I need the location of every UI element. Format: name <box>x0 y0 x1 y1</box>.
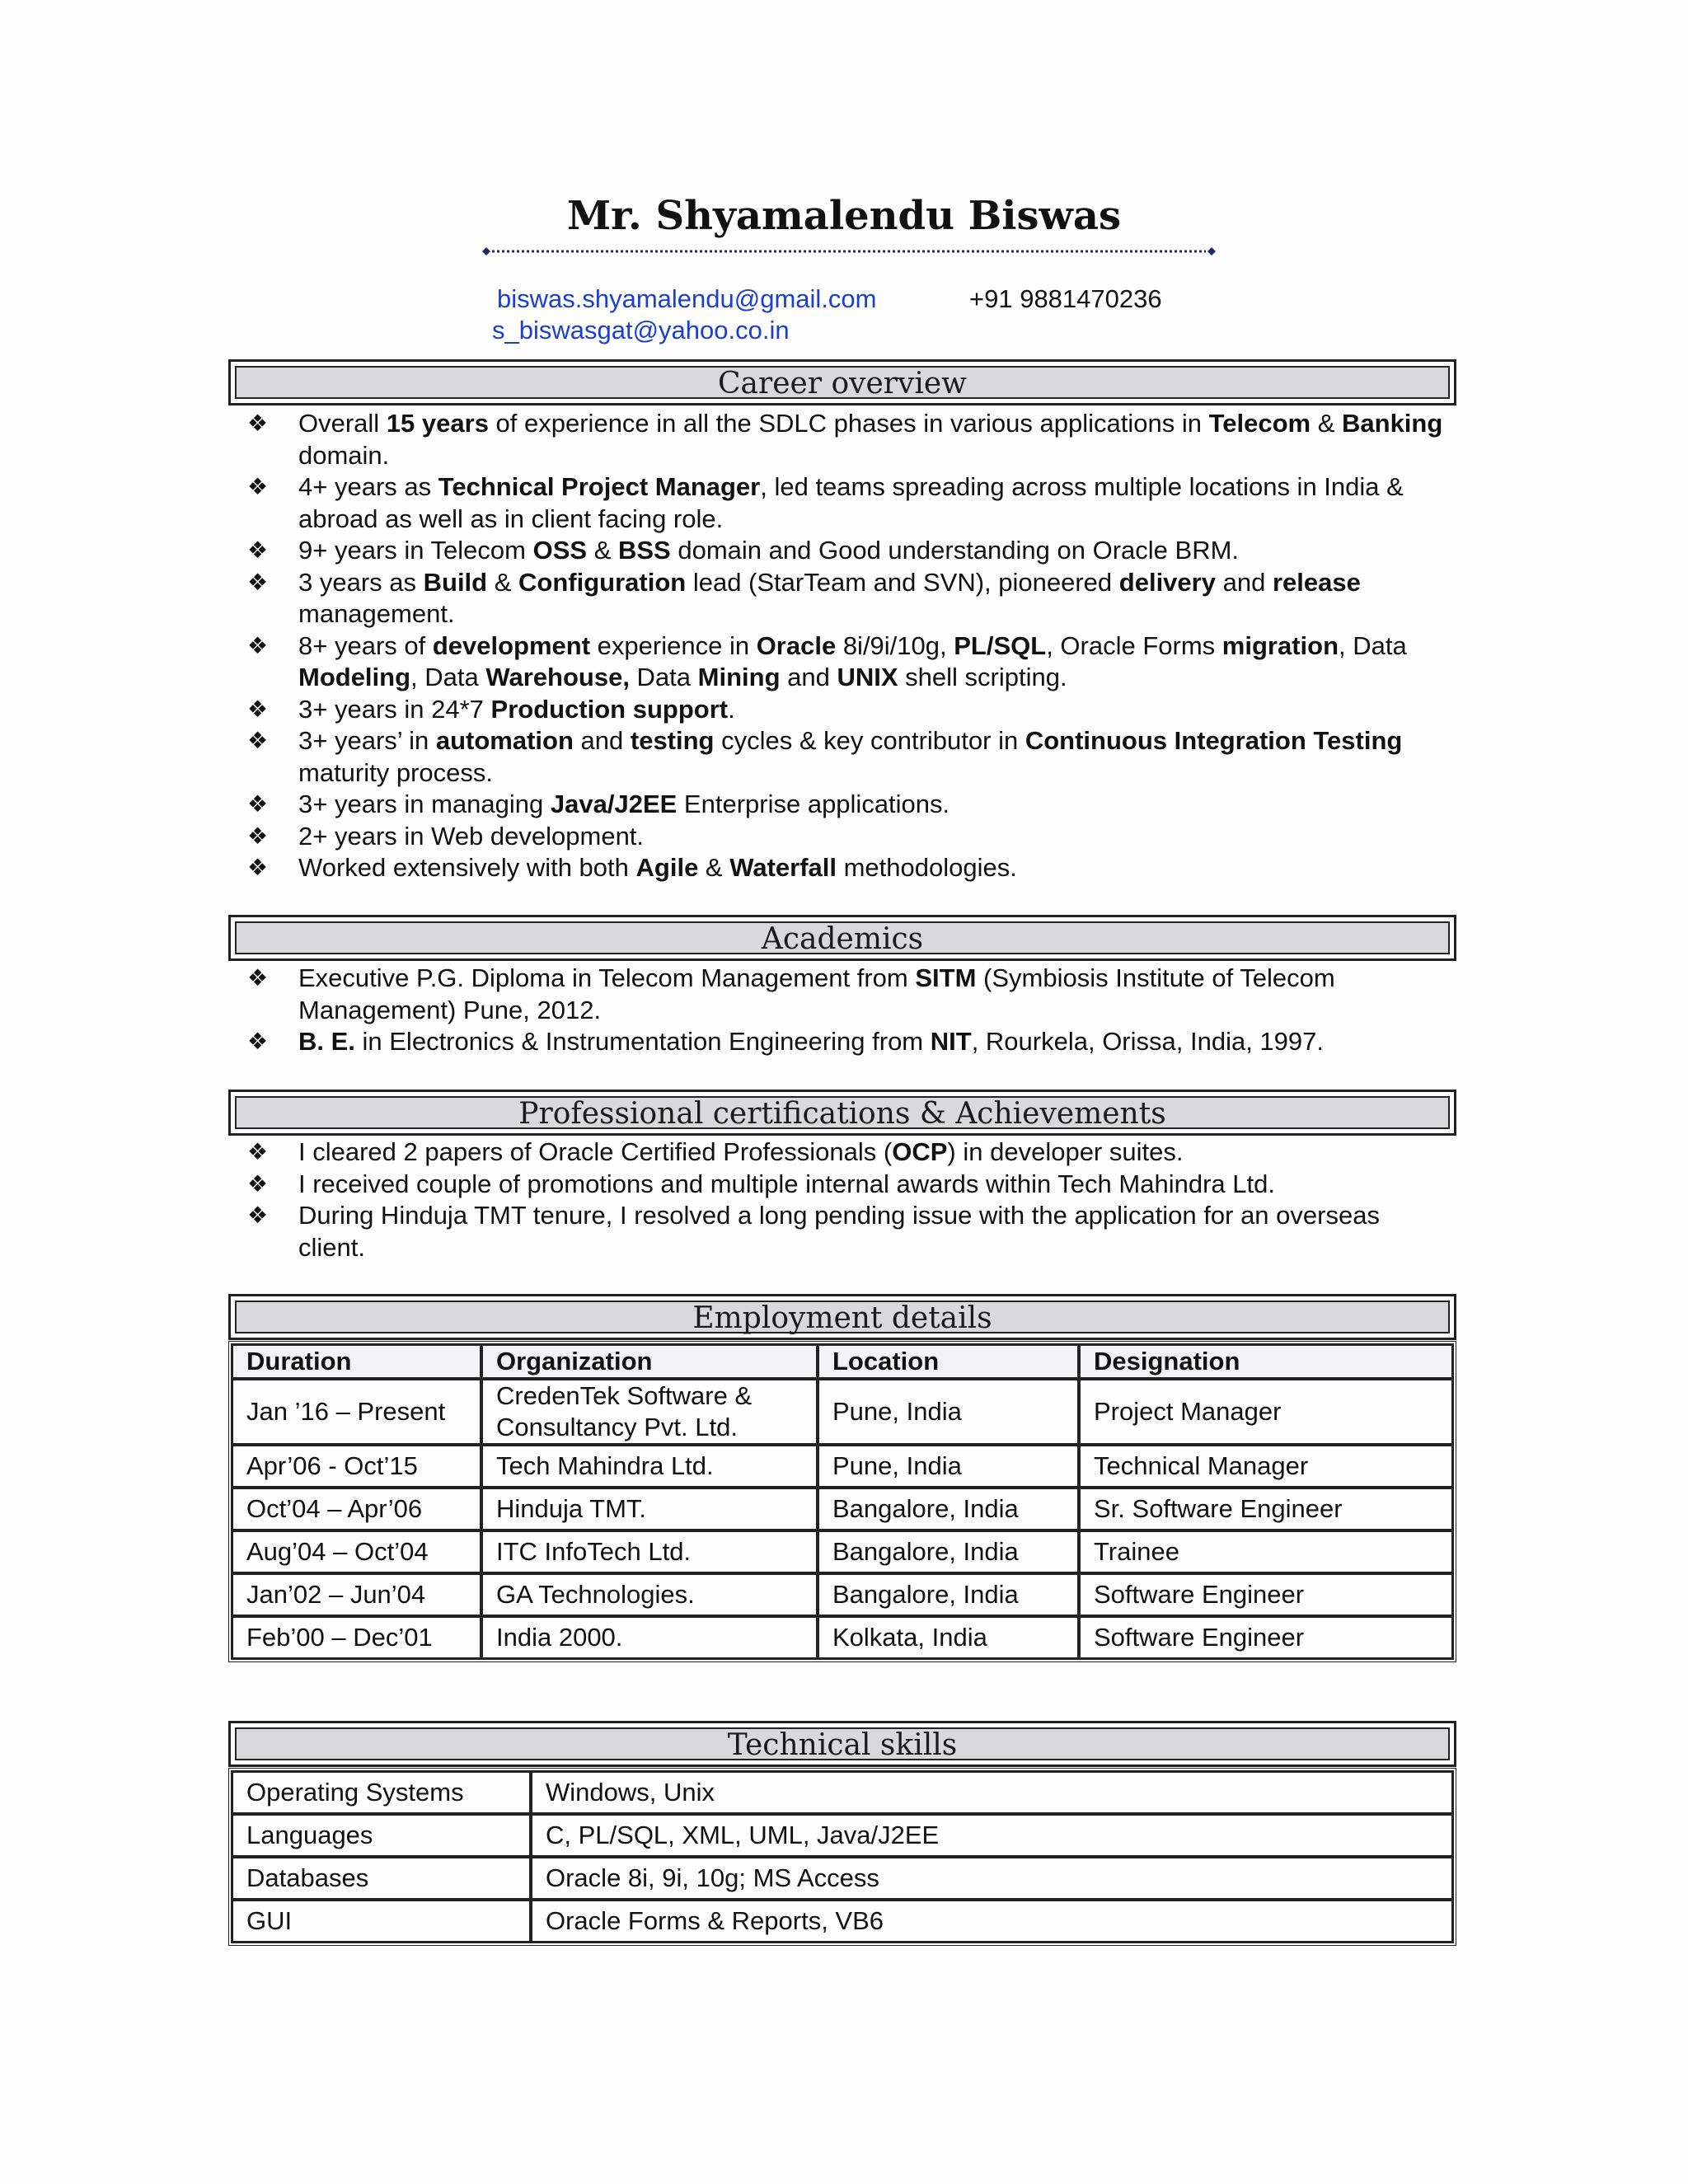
bold-text: release <box>1272 567 1361 597</box>
list-item <box>247 471 1451 535</box>
list-item <box>247 567 1451 630</box>
table-row <box>232 1530 1453 1573</box>
text: & <box>698 853 730 882</box>
diamond-bullet-icon: ❖ <box>247 410 269 436</box>
bold-text: Oracle <box>756 630 837 660</box>
table-row <box>232 1857 1453 1900</box>
primary-email-link[interactable]: biswas.shyamalendu@gmail.com <box>497 284 877 313</box>
text: management. <box>298 599 455 628</box>
table-cell: Databases <box>232 1857 531 1900</box>
text: I received couple of promotions and multiple internal awards within Tech Mahindra Ltd. <box>298 1169 1275 1198</box>
bold-text: Mining <box>697 663 781 691</box>
list-item <box>247 725 1451 789</box>
bold-text: PL/SQL <box>954 630 1047 660</box>
list-item <box>247 535 1451 567</box>
bold-text: BSS <box>617 536 671 565</box>
table-cell: GA Technologies. <box>481 1573 818 1616</box>
bold-text: Continuous Integration Testing <box>1025 726 1403 755</box>
table-cell: ITC InfoTech Ltd. <box>481 1530 818 1573</box>
list-item <box>247 789 1451 821</box>
bold-text: Build <box>423 567 488 597</box>
bold-text: Modeling <box>298 663 411 691</box>
diamond-bullet-icon: ❖ <box>247 965 269 991</box>
text: 3+ years in 24*7 <box>298 694 491 724</box>
bold-text: automation <box>435 726 574 755</box>
list-item <box>247 694 1451 726</box>
text: , Data <box>410 663 486 691</box>
section-technical-skills <box>228 1721 1456 1767</box>
bold-text: OSS <box>532 536 588 565</box>
text: 3 years as <box>298 567 424 597</box>
text: of experience in all the SDLC phases in various applications in <box>488 409 1209 438</box>
diamond-bullet-icon: ❖ <box>247 569 269 595</box>
table-cell: Pune, India <box>818 1379 1079 1445</box>
text: During Hinduja TMT tenure, I resolved a long pending issue with the application for an overseas client. <box>298 1201 1380 1262</box>
column-header: Organization <box>481 1344 818 1379</box>
academics-list <box>247 963 1451 1058</box>
list-item <box>247 1026 1451 1058</box>
diamond-bullet-icon: ❖ <box>247 696 269 722</box>
text: experience in <box>590 630 757 660</box>
bold-text: Technical Project Manager <box>438 472 761 501</box>
phone-number: +91 9881470236 <box>969 284 1162 313</box>
diamond-bullet-icon: ❖ <box>247 1170 269 1197</box>
text: lead (StarTeam and SVN), pioneered <box>686 567 1119 597</box>
bold-text: Warehouse, <box>485 663 630 691</box>
list-item <box>247 1169 1451 1201</box>
bold-text: B. E. <box>298 1027 355 1056</box>
table-header-row <box>232 1344 1453 1379</box>
candidate-name: Mr. Shyamalendu Biswas <box>567 193 1121 239</box>
section-title: Technical skills <box>235 1727 1450 1760</box>
text: 3+ years in managing <box>298 790 551 818</box>
section-certifications <box>228 1090 1456 1136</box>
bold-text: migration <box>1221 630 1339 660</box>
text: ) in developer suites. <box>947 1137 1184 1166</box>
diamond-bullet-icon: ❖ <box>247 537 269 563</box>
bold-text: NIT <box>930 1027 972 1056</box>
table-cell: Technical Manager <box>1079 1445 1453 1488</box>
section-title: Career overview <box>235 366 1450 399</box>
text: cycles & key contributor in <box>714 726 1025 755</box>
text: domain. <box>298 440 390 470</box>
table-cell: Operating Systems <box>232 1771 531 1814</box>
text: in Electronics & Instrumentation Engineering from <box>354 1027 931 1056</box>
diamond-bullet-icon: ❖ <box>247 632 269 658</box>
table-cell: Hinduja TMT. <box>481 1488 818 1530</box>
text: and <box>1215 567 1273 597</box>
text: methodologies. <box>837 853 1017 882</box>
employment-table <box>228 1341 1456 1662</box>
text: . <box>728 694 735 724</box>
table-cell: Windows, Unix <box>531 1771 1453 1814</box>
text: Worked extensively with both <box>298 853 636 882</box>
table-cell: Tech Mahindra Ltd. <box>481 1445 818 1488</box>
table-cell: Pune, India <box>818 1445 1079 1488</box>
bold-text: Configuration <box>518 567 687 597</box>
section-career-overview <box>228 359 1456 405</box>
table-cell: CredenTek Software & Consultancy Pvt. Ltd. <box>481 1379 818 1445</box>
text: , led teams spreading across multiple locations in India & abroad as well as in client facing role. <box>298 472 1404 533</box>
section-title: Professional certifications & Achievements <box>235 1096 1450 1129</box>
table-cell: Bangalore, India <box>818 1530 1079 1573</box>
name-underline-rule <box>482 247 1216 255</box>
diamond-bullet-icon: ❖ <box>247 791 269 817</box>
diamond-bullet-icon: ❖ <box>247 1029 269 1054</box>
text: shell scripting. <box>898 663 1067 691</box>
text: , Data <box>1339 630 1407 660</box>
column-header: Designation <box>1079 1344 1453 1379</box>
text: & <box>487 567 519 597</box>
table-cell: Bangalore, India <box>818 1573 1079 1616</box>
table-cell: Software Engineer <box>1079 1616 1453 1659</box>
section-academics <box>228 915 1456 961</box>
diamond-bullet-icon: ❖ <box>247 728 269 753</box>
list-item <box>247 1137 1451 1169</box>
text: Overall <box>298 409 387 438</box>
bold-text: testing <box>630 726 715 755</box>
table-cell: C, PL/SQL, XML, UML, Java/J2EE <box>531 1814 1453 1857</box>
diamond-bullet-icon: ❖ <box>247 855 269 880</box>
list-item <box>247 821 1451 853</box>
text: 8+ years of <box>298 630 433 660</box>
bold-text: Java/J2EE <box>550 790 678 818</box>
table-cell: Feb’00 – Dec’01 <box>232 1616 481 1659</box>
bold-text: SITM <box>915 963 977 992</box>
table-row <box>232 1488 1453 1530</box>
list-item <box>247 963 1451 1026</box>
text: (Symbiosis Institute of Telecom Management) Pune, 2012. <box>298 963 1335 1024</box>
skills-table <box>228 1768 1456 1946</box>
bold-text: Agile <box>635 853 699 882</box>
table-row <box>232 1445 1453 1488</box>
bold-text: Banking <box>1342 409 1443 438</box>
bold-text: development <box>432 630 591 660</box>
text: and <box>780 663 837 691</box>
diamond-bullet-icon: ❖ <box>247 474 269 499</box>
diamond-bullet-icon: ❖ <box>247 1202 269 1228</box>
text: & <box>1311 409 1342 438</box>
text: maturity process. <box>298 757 494 787</box>
section-employment <box>228 1294 1456 1340</box>
table-cell: Oracle 8i, 9i, 10g; MS Access <box>531 1857 1453 1900</box>
diamond-bullet-icon: ❖ <box>247 1139 269 1165</box>
text: & <box>587 536 618 565</box>
table-cell: Languages <box>232 1814 531 1857</box>
table-cell: Jan ’16 – Present <box>232 1379 481 1445</box>
text: I cleared 2 papers of Oracle Certified Professionals ( <box>298 1137 893 1166</box>
column-header: Duration <box>232 1344 481 1379</box>
table-row <box>232 1900 1453 1943</box>
bold-text: Waterfall <box>729 853 837 882</box>
text: and <box>573 726 631 755</box>
table-cell: Apr’06 - Oct’15 <box>232 1445 481 1488</box>
list-item <box>247 852 1451 884</box>
table-cell: Sr. Software Engineer <box>1079 1488 1453 1530</box>
table-cell: Kolkata, India <box>818 1616 1079 1659</box>
bold-text: Telecom <box>1208 409 1311 438</box>
table-row <box>232 1771 1453 1814</box>
table-row <box>232 1814 1453 1857</box>
text: 9+ years in Telecom <box>298 536 533 565</box>
certifications-list <box>247 1137 1451 1263</box>
list-item <box>247 630 1451 694</box>
table-cell: India 2000. <box>481 1616 818 1659</box>
list-item <box>247 1200 1451 1263</box>
bold-text: 15 years <box>386 409 489 438</box>
text: , Oracle Forms <box>1046 630 1222 660</box>
table-cell: Oct’04 – Apr’06 <box>232 1488 481 1530</box>
table-row <box>232 1379 1453 1445</box>
text: domain and Good understanding on Oracle BRM. <box>670 536 1240 565</box>
column-header: Location <box>818 1344 1079 1379</box>
section-title: Academics <box>235 921 1450 954</box>
bold-text: Production support <box>490 694 729 724</box>
text: Executive P.G. Diploma in Telecom Management from <box>298 963 916 992</box>
text: , Rourkela, Orissa, India, 1997. <box>971 1027 1325 1056</box>
table-row <box>232 1616 1453 1659</box>
table-cell: Trainee <box>1079 1530 1453 1573</box>
table-cell: GUI <box>232 1900 531 1943</box>
diamond-bullet-icon: ❖ <box>247 823 269 849</box>
section-title: Employment details <box>235 1301 1450 1333</box>
bold-text: OCP <box>892 1137 948 1166</box>
text: 8i/9i/10g, <box>836 630 954 660</box>
bold-text: UNIX <box>837 663 898 691</box>
text: Enterprise applications. <box>677 790 950 818</box>
table-cell: Software Engineer <box>1079 1573 1453 1616</box>
table-cell: Project Manager <box>1079 1379 1453 1445</box>
table-cell: Aug’04 – Oct’04 <box>232 1530 481 1573</box>
table-cell: Bangalore, India <box>818 1488 1079 1530</box>
secondary-email-link[interactable]: s_biswasgat@yahoo.co.in <box>492 316 790 344</box>
text: Data <box>629 663 698 691</box>
table-row <box>232 1573 1453 1616</box>
text: 2+ years in Web development. <box>298 821 645 851</box>
career-overview-list <box>247 408 1451 884</box>
bold-text: delivery <box>1118 567 1216 597</box>
table-cell: Jan’02 – Jun’04 <box>232 1573 481 1616</box>
text: 3+ years’ in <box>298 726 436 755</box>
text: 4+ years as <box>298 472 438 501</box>
table-cell: Oracle Forms & Reports, VB6 <box>531 1900 1453 1943</box>
list-item <box>247 408 1451 471</box>
